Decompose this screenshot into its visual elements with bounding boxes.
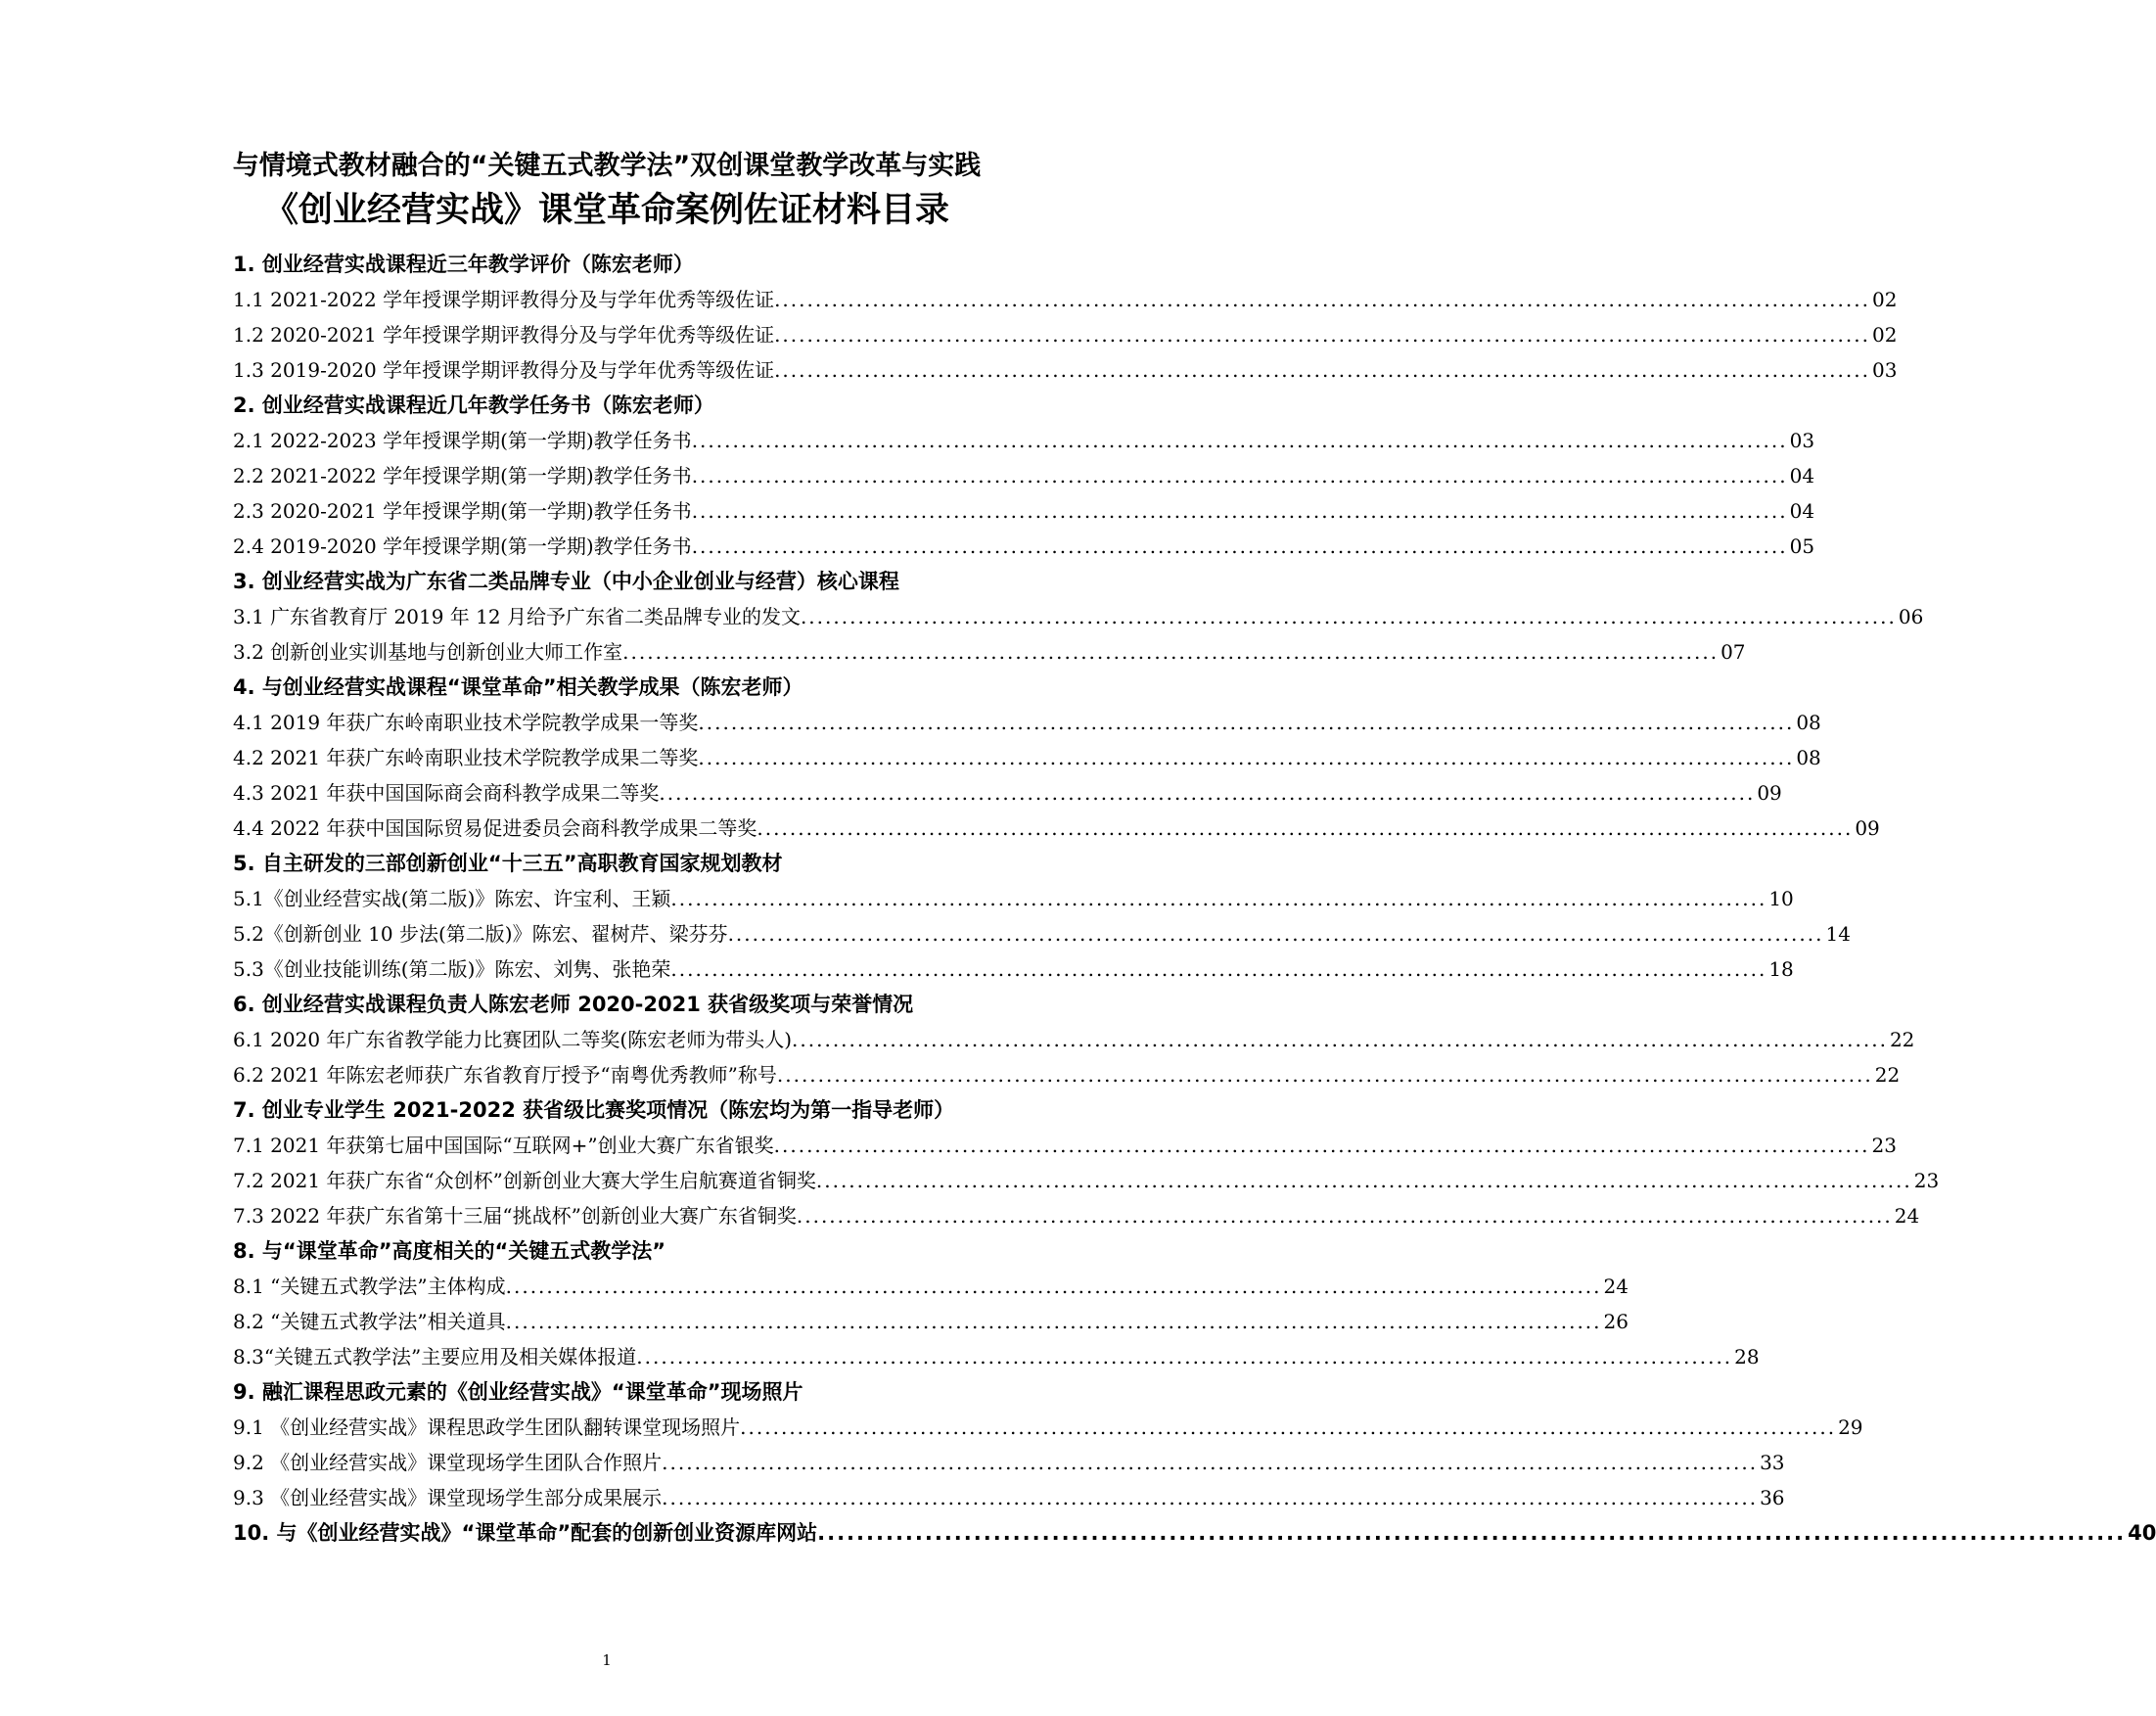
toc-section-heading xyxy=(233,249,1024,284)
toc-page-number: 04 xyxy=(1789,464,1815,487)
toc-page-number: 29 xyxy=(1838,1415,1863,1439)
toc-section-heading xyxy=(233,848,1024,883)
toc-entry-title: 7. 创业专业学生 2021-2022 获省级比赛奖项情况（陈宏均为第一指导老师） xyxy=(233,1098,955,1122)
toc-entry xyxy=(233,460,1815,495)
toc-page-number: 06 xyxy=(1898,605,1924,628)
toc-dot-leader xyxy=(636,1345,1732,1368)
toc-entry xyxy=(233,319,1898,354)
toc-page-number: 40 xyxy=(2128,1521,2156,1545)
toc-dot-leader xyxy=(774,358,1870,382)
toc-entry xyxy=(233,425,1815,460)
toc-page-number: 09 xyxy=(1855,816,1880,840)
toc-dot-leader xyxy=(662,1451,1758,1474)
toc-entry xyxy=(233,1200,1920,1235)
toc-entry-title: 9.1 《创业经营实战》课程思政学生团队翻转课堂现场照片 xyxy=(233,1415,741,1439)
toc-entry-title: 3. 创业经营实战为广东省二类品牌专业（中小企业创业与经营）核心课程 xyxy=(233,570,899,593)
toc-entry-title: 9.3 《创业经营实战》课堂现场学生部分成果展示 xyxy=(233,1486,663,1509)
toc-dot-leader xyxy=(506,1275,1602,1298)
toc-dot-leader xyxy=(757,816,1853,840)
toc-dot-leader xyxy=(506,1310,1602,1333)
toc-entry-title: 2.4 2019-2020 学年授课学期(第一学期)教学任务书 xyxy=(233,534,692,558)
toc-entry xyxy=(233,284,1898,319)
toc-page-number: 08 xyxy=(1796,711,1821,734)
toc-page-number: 04 xyxy=(1789,499,1815,523)
toc-page-number: 24 xyxy=(1894,1204,1920,1228)
toc-entry-title: 3.1 广东省教育厅 2019 年 12 月给予广东省二类品牌专业的发文 xyxy=(233,605,801,628)
toc-entry-title: 7.3 2022 年获广东省第十三届“挑战杯”创新创业大赛广东省铜奖 xyxy=(233,1204,797,1228)
toc-dot-leader xyxy=(816,1169,1912,1192)
toc-entry-title: 4.2 2021 年获广东岭南职业技术学院教学成果二等奖 xyxy=(233,746,699,769)
document-title-line-1: 与情境式教材融合的“关键五式教学法”双创课堂教学改革与实践 xyxy=(232,151,982,181)
toc-page-number: 33 xyxy=(1760,1451,1785,1474)
toc-dot-leader xyxy=(622,640,1719,664)
toc-section-heading xyxy=(233,566,1024,601)
toc-entry-title: 2.3 2020-2021 学年授课学期(第一学期)教学任务书 xyxy=(233,499,692,523)
toc-entry-title: 3.2 创新创业实训基地与创新创业大师工作室 xyxy=(233,640,623,664)
toc-dot-leader xyxy=(792,1028,1888,1051)
toc-page-number: 02 xyxy=(1871,323,1898,347)
toc-page-number: 18 xyxy=(1768,957,1794,981)
toc-page-number: 09 xyxy=(1757,781,1782,805)
toc-section-heading xyxy=(233,390,1024,425)
toc-section-heading xyxy=(233,989,1024,1024)
toc-entry-title: 8.1 “关键五式教学法”主体构成 xyxy=(233,1275,506,1298)
toc-entry-title: 4.1 2019 年获广东岭南职业技术学院教学成果一等奖 xyxy=(233,711,699,734)
toc-dot-leader xyxy=(728,922,1824,946)
toc-dot-leader xyxy=(801,605,1897,628)
toc-entry-title: 5. 自主研发的三部创新创业“十三五”高职教育国家规划教材 xyxy=(233,852,783,875)
toc-entry-title: 2. 创业经营实战课程近几年教学任务书（陈宏老师） xyxy=(233,394,714,417)
toc-page-number: 22 xyxy=(1874,1063,1901,1087)
toc-entry-title: 4. 与创业经营实战课程“课堂革命”相关教学成果（陈宏老师） xyxy=(233,675,803,699)
toc-dot-leader xyxy=(692,499,1788,523)
toc-entry-title: 7.2 2021 年获广东省“众创杯”创新创业大赛大学生启航赛道省铜奖 xyxy=(233,1169,816,1192)
toc-entry xyxy=(233,1412,1863,1447)
toc-section-heading xyxy=(233,1094,1024,1130)
toc-entry xyxy=(233,1482,1785,1517)
toc-page-number: 26 xyxy=(1603,1310,1628,1333)
toc-entry-title: 7.1 2021 年获第七届中国国际“互联网+”创业大赛广东省银奖 xyxy=(233,1134,774,1157)
toc-entry-title: 6.2 2021 年陈宏老师获广东省教育厅授予“南粤优秀教师”称号 xyxy=(233,1063,777,1087)
toc-entry-title: 1.2 2020-2021 学年授课学期评教得分及与学年优秀等级佐证 xyxy=(233,323,775,347)
toc-dot-leader xyxy=(740,1415,1836,1439)
toc-entry xyxy=(233,531,1815,566)
table-of-contents xyxy=(233,249,2156,1553)
toc-entry xyxy=(233,1271,1628,1306)
toc-page-number: 05 xyxy=(1789,534,1815,558)
toc-entry xyxy=(233,918,1851,953)
toc-section-heading xyxy=(233,1517,2156,1553)
toc-entry-title: 8. 与“课堂革命”高度相关的“关键五式教学法” xyxy=(233,1239,666,1263)
toc-section-heading xyxy=(233,1376,1024,1412)
toc-page-number: 28 xyxy=(1734,1345,1760,1368)
toc-page-number: 08 xyxy=(1796,746,1821,769)
toc-page-number: 10 xyxy=(1768,887,1794,910)
toc-entry xyxy=(233,1306,1628,1341)
toc-dot-leader xyxy=(698,746,1794,769)
toc-entry-title: 10. 与《创业经营实战》“课堂革命”配套的创新创业资源库网站 xyxy=(233,1521,818,1545)
toc-dot-leader xyxy=(774,323,1870,347)
toc-dot-leader xyxy=(670,957,1766,981)
toc-dot-leader xyxy=(698,711,1794,734)
toc-entry xyxy=(233,1165,1940,1200)
toc-entry-title: 9.2 《创业经营实战》课堂现场学生团队合作照片 xyxy=(233,1451,663,1474)
toc-entry xyxy=(233,742,1821,777)
toc-entry xyxy=(233,883,1794,918)
toc-dot-leader xyxy=(662,1486,1758,1509)
toc-entry-title: 2.1 2022-2023 学年授课学期(第一学期)教学任务书 xyxy=(233,429,692,452)
toc-entry xyxy=(233,636,1746,672)
toc-entry-title: 9. 融汇课程思政元素的《创业经营实战》“课堂革命”现场照片 xyxy=(233,1380,803,1404)
toc-entry-title: 8.3“关键五式教学法”主要应用及相关媒体报道 xyxy=(233,1345,637,1368)
toc-entry-title: 6. 创业经营实战课程负责人陈宏老师 2020-2021 获省级奖项与荣誉情况 xyxy=(233,993,914,1016)
toc-entry-title: 1.3 2019-2020 学年授课学期评教得分及与学年优秀等级佐证 xyxy=(233,358,775,382)
toc-entry xyxy=(233,1447,1785,1482)
toc-entry-title: 5.3《创业技能训练(第二版)》陈宏、刘隽、张艳荣 xyxy=(233,957,671,981)
toc-entry-title: 1.1 2021-2022 学年授课学期评教得分及与学年优秀等级佐证 xyxy=(233,288,775,311)
toc-page-number: 36 xyxy=(1760,1486,1785,1509)
toc-dot-leader xyxy=(692,534,1788,558)
toc-page-number: 03 xyxy=(1871,358,1898,382)
toc-entry xyxy=(233,1024,1915,1059)
toc-page-number: 23 xyxy=(1913,1169,1940,1192)
page-number: 1 xyxy=(602,1651,612,1669)
toc-page-number: 23 xyxy=(1871,1134,1897,1157)
toc-entry xyxy=(233,1341,1760,1376)
toc-page-number: 02 xyxy=(1871,288,1898,311)
toc-entry xyxy=(233,953,1794,989)
toc-dot-leader xyxy=(817,1521,2126,1545)
toc-dot-leader xyxy=(777,1063,1873,1087)
toc-entry xyxy=(233,707,1821,742)
toc-entry xyxy=(233,1059,1901,1094)
toc-page-number: 03 xyxy=(1789,429,1815,452)
toc-dot-leader xyxy=(774,288,1870,311)
toc-dot-leader xyxy=(692,429,1788,452)
toc-entry xyxy=(233,354,1898,390)
toc-entry xyxy=(233,1130,1897,1165)
toc-dot-leader xyxy=(659,781,1755,805)
toc-dot-leader xyxy=(774,1134,1870,1157)
toc-dot-leader xyxy=(797,1204,1893,1228)
toc-entry-title: 5.1《创业经营实战(第二版)》陈宏、许宝利、王颖 xyxy=(233,887,671,910)
toc-entry xyxy=(233,495,1815,531)
toc-page-number: 07 xyxy=(1720,640,1746,664)
toc-entry-title: 4.4 2022 年获中国国际贸易促进委员会商科教学成果二等奖 xyxy=(233,816,757,840)
toc-entry-title: 6.1 2020 年广东省教学能力比赛团队二等奖(陈宏老师为带头人) xyxy=(233,1028,793,1051)
toc-entry-title: 8.2 “关键五式教学法”相关道具 xyxy=(233,1310,506,1333)
toc-entry-title: 1. 创业经营实战课程近三年教学评价（陈宏老师） xyxy=(233,253,694,276)
toc-entry xyxy=(233,601,1924,636)
document-title-line-2: 《创业经营实战》课堂革命案例佐证材料目录 xyxy=(263,191,949,230)
toc-entry xyxy=(233,812,1880,848)
toc-entry xyxy=(233,777,1782,812)
toc-page-number: 24 xyxy=(1603,1275,1628,1298)
toc-page-number: 22 xyxy=(1889,1028,1915,1051)
toc-section-heading xyxy=(233,672,1024,707)
toc-entry-title: 5.2《创新创业 10 步法(第二版)》陈宏、翟树芹、梁芬芬 xyxy=(233,922,728,946)
toc-entry-title: 4.3 2021 年获中国国际商会商科教学成果二等奖 xyxy=(233,781,660,805)
toc-dot-leader xyxy=(692,464,1788,487)
toc-page-number: 14 xyxy=(1825,922,1851,946)
toc-section-heading xyxy=(233,1235,1024,1271)
toc-entry-title: 2.2 2021-2022 学年授课学期(第一学期)教学任务书 xyxy=(233,464,692,487)
toc-dot-leader xyxy=(670,887,1766,910)
